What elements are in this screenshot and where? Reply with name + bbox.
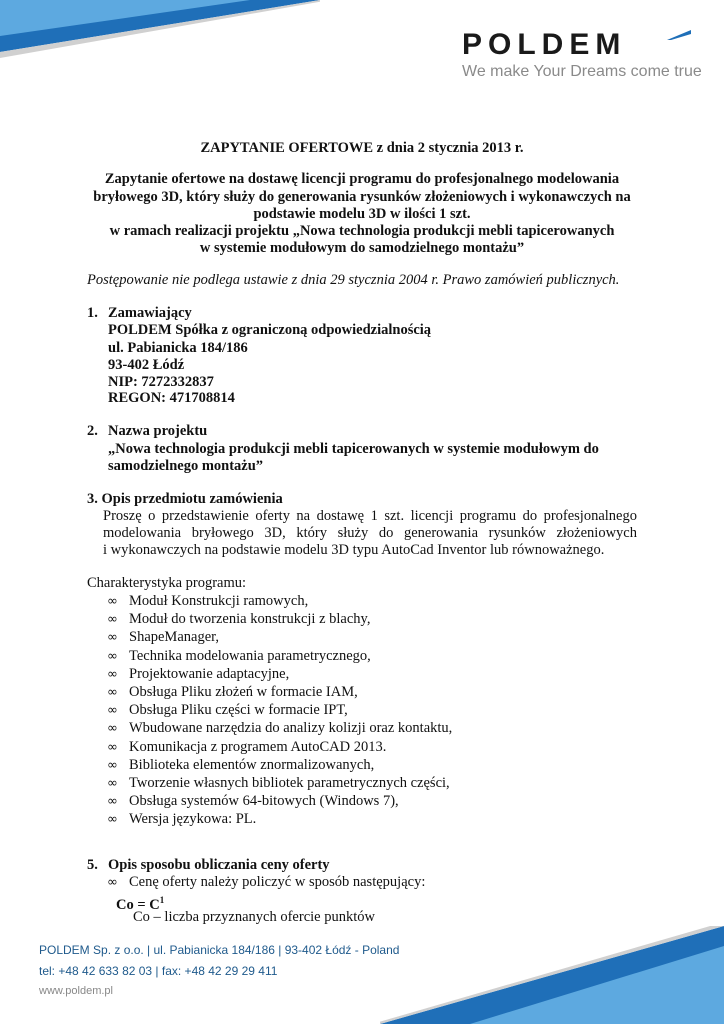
section3-line: modelowania bryłowego 3D, który służy do generowania rysunków złożeniowych <box>103 525 637 541</box>
page-title: ZAPYTANIE OFERTOWE z dnia 2 stycznia 2013 r. <box>200 140 524 156</box>
subtitle-line: Zapytanie ofertowe na dostawę licencji programu do profesjonalnego modelowania <box>104 171 620 187</box>
characteristic-item: Wersja językowa: PL. <box>129 811 257 828</box>
infinity-bullet-icon: ∞ <box>107 812 118 828</box>
formula-superscript: 1 <box>159 895 165 905</box>
section5-heading: Opis sposobu obliczania ceny oferty <box>108 857 330 873</box>
infinity-bullet-icon: ∞ <box>107 594 118 609</box>
section2-number: 2. <box>87 423 98 439</box>
formula-description: Co – liczba przyznanych ofercie punktów <box>133 909 375 925</box>
subtitle-line: w systemie modułowym do samodzielnego montażu” <box>199 240 525 256</box>
characteristic-item: Komunikacja z programem AutoCAD 2013. <box>129 738 387 755</box>
orderer-line: 93-402 Łódź <box>108 357 185 373</box>
footer-website[interactable]: www.poldem.pl <box>39 985 113 997</box>
footer-contact: tel: +48 42 633 82 03 | fax: +48 42 29 29 411 <box>39 964 278 978</box>
characteristic-item: Moduł do tworzenia konstrukcji z blachy, <box>129 611 371 628</box>
logo <box>462 28 626 62</box>
subtitle-line: w ramach realizacji projektu „Nowa technologia produkcji mebli tapicerowanych <box>109 223 615 239</box>
project-name-line: „Nowa technologia produkcji mebli tapicerowanych w systemie modułowym do <box>108 441 599 457</box>
orderer-line: ul. Pabianicka 184/186 <box>108 340 248 356</box>
characteristic-item: Wbudowane narzędzia do analizy kolizji oraz kontaktu, <box>129 720 453 737</box>
characteristic-item: Biblioteka elementów znormalizowanych, <box>129 756 375 773</box>
footer-address: POLDEM Sp. z o.o. | ul. Pabianicka 184/186 | 93-402 Łódź - Poland <box>39 943 400 957</box>
characteristics-heading: Charakterystyka programu: <box>87 575 247 591</box>
characteristic-item: ShapeManager, <box>129 629 220 646</box>
subtitle-line: bryłowego 3D, który służy do generowania rysunków złożeniowych i wykonawczych na <box>93 189 631 205</box>
infinity-bullet-icon: ∞ <box>107 666 118 682</box>
infinity-bullet-icon: ∞ <box>107 721 118 737</box>
infinity-bullet-icon: ∞ <box>107 757 118 773</box>
formula-text: Co = C <box>116 896 160 913</box>
section3-line: Proszę o przedstawienie oferty na dostawę 1 szt. licencji programu do profesjonalnego <box>103 508 637 524</box>
section3-heading: 3. Opis przedmiotu zamówienia <box>87 491 283 507</box>
infinity-bullet-icon: ∞ <box>107 612 118 628</box>
infinity-bullet-icon: ∞ <box>107 875 118 890</box>
infinity-bullet-icon: ∞ <box>107 794 118 810</box>
logo-accent-icon <box>667 30 691 40</box>
project-name-line: samodzielnego montażu” <box>108 458 264 474</box>
infinity-bullet-icon: ∞ <box>107 776 118 791</box>
orderer-line: POLDEM Spółka z ograniczoną odpowiedzialnością <box>108 322 432 338</box>
tagline: We make Your Dreams come true <box>462 63 702 80</box>
characteristic-item: Tworzenie własnych bibliotek parametrycznych części, <box>129 775 450 791</box>
characteristic-item: Projektowanie adaptacyjne, <box>129 665 290 682</box>
orderer-line: REGON: 471708814 <box>108 390 235 406</box>
section1-number: 1. <box>87 305 98 321</box>
infinity-bullet-icon: ∞ <box>107 630 118 646</box>
section2-heading: Nazwa projektu <box>108 423 208 439</box>
footer-stripes <box>380 926 724 1024</box>
characteristic-item: Obsługa Pliku części w formacie IPT, <box>129 702 348 719</box>
characteristic-item: Obsługa Pliku złożeń w formacie IAM, <box>129 684 358 700</box>
pricing-instruction: Cenę oferty należy policzyć w sposób następujący: <box>129 874 426 890</box>
subtitle-line: podstawie modelu 3D w ilości 1 szt. <box>253 206 471 222</box>
characteristic-item: Obsługa systemów 64-bitowych (Windows 7), <box>129 793 399 810</box>
infinity-bullet-icon: ∞ <box>107 739 118 755</box>
infinity-bullet-icon: ∞ <box>107 685 118 700</box>
characteristic-item: Technika modelowania parametrycznego, <box>129 647 371 664</box>
section1-heading: Zamawiający <box>108 305 192 321</box>
notice: Postępowanie nie podlega ustawie z dnia 29 stycznia 2004 r. Prawo zamówień publicznych. <box>87 272 620 288</box>
header-stripes <box>0 0 320 60</box>
logo-text: POLDEM <box>462 28 627 61</box>
infinity-bullet-icon: ∞ <box>107 703 118 719</box>
orderer-line: NIP: 7272332837 <box>108 374 214 390</box>
characteristic-item: Moduł Konstrukcji ramowych, <box>129 593 309 609</box>
section5-number: 5. <box>87 857 98 873</box>
section3-line: i wykonawczych na podstawie modelu 3D typu AutoCad Inventor lub równoważnego. <box>103 542 605 558</box>
infinity-bullet-icon: ∞ <box>107 648 118 664</box>
